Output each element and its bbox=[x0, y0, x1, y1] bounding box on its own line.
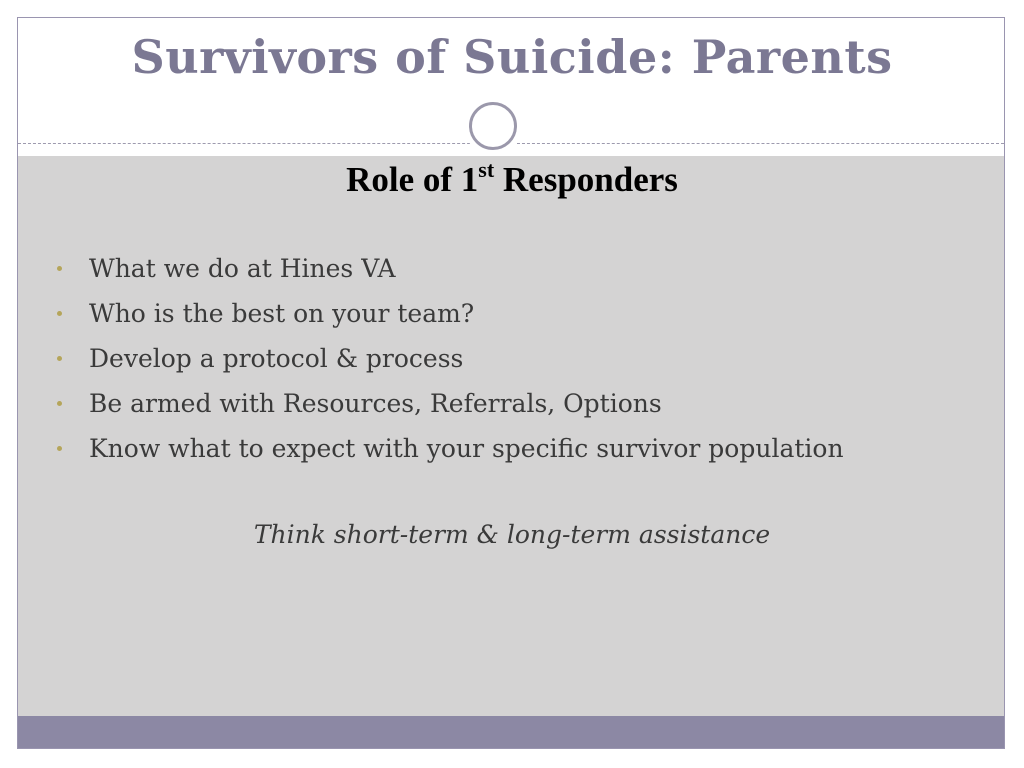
slide-title: Survivors of Suicide: Parents bbox=[131, 30, 893, 84]
bullet-text: Who is the best on your team? bbox=[89, 299, 475, 328]
bullet-text: What we do at Hines VA bbox=[89, 254, 396, 283]
divider-ring-icon bbox=[469, 102, 517, 150]
slide-note: Think short-term & long-term assistance bbox=[253, 520, 771, 549]
bullet-dot-icon bbox=[57, 266, 62, 271]
bullet-dot-icon bbox=[57, 446, 62, 451]
bullet-dot-icon bbox=[57, 311, 62, 316]
bullet-text: Be armed with Resources, Referrals, Options bbox=[89, 389, 662, 418]
subtitle-superscript: st bbox=[478, 157, 495, 182]
subtitle-prefix: Role of 1 bbox=[346, 160, 479, 199]
slide-subtitle bbox=[0, 157, 1024, 200]
bullet-text: Know what to expect with your specific survivor population bbox=[89, 434, 844, 463]
bullet-dot-icon bbox=[57, 401, 62, 406]
footer-bar bbox=[18, 716, 1004, 749]
subtitle-suffix: Responders bbox=[494, 160, 678, 199]
bullet-dot-icon bbox=[57, 356, 62, 361]
bullet-text: Develop a protocol & process bbox=[89, 344, 464, 373]
